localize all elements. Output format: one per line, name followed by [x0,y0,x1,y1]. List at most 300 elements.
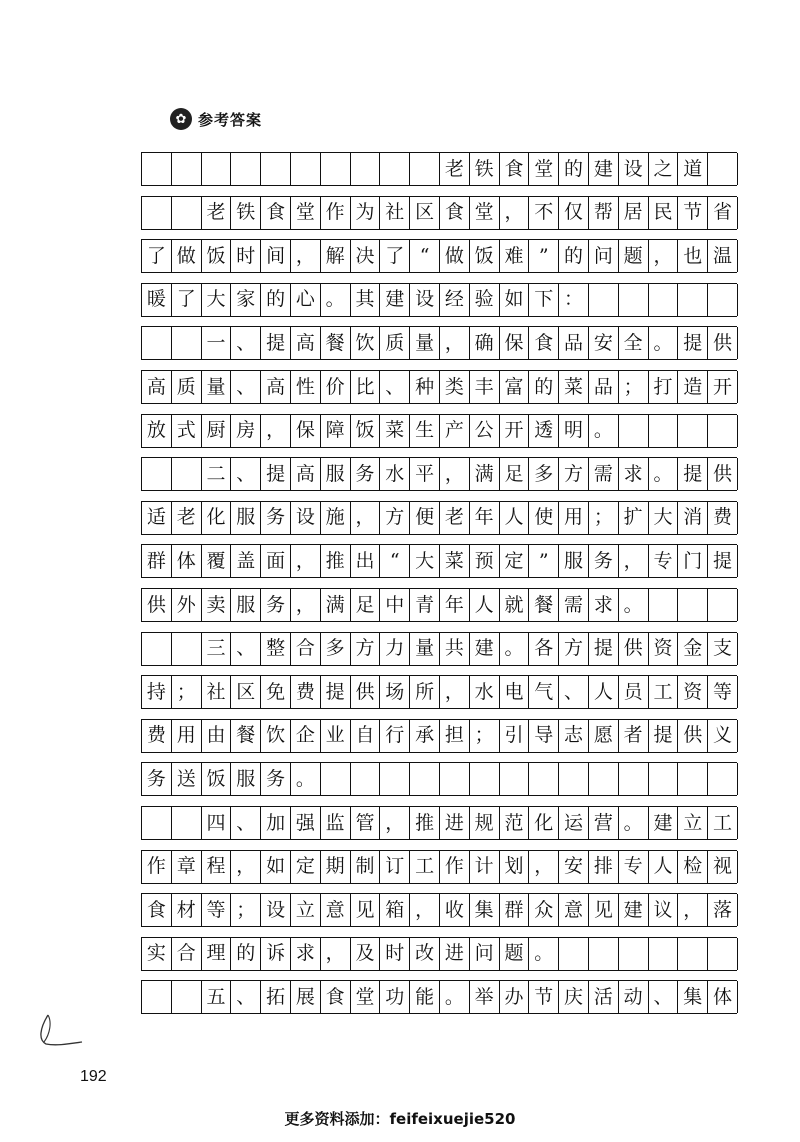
grid-cell: 等 [708,676,738,708]
grid-cell: 预 [470,545,500,577]
grid-cell: 动 [619,981,649,1013]
grid-cell: 卖 [202,589,232,621]
grid-cell: 用 [559,502,589,534]
grid-cell: 的 [261,284,291,316]
grid-cell: 供 [708,327,738,359]
grid-cell: 提 [678,327,708,359]
grid-cell: 大 [649,502,679,534]
grid-cell: 区 [231,676,261,708]
grid-cell: 愿 [589,720,619,752]
grid-cell: 支 [708,633,738,665]
grid-cell: “ [380,545,410,577]
grid-row [141,806,737,840]
grid-cell: 落 [708,894,738,926]
grid-cell: 心 [291,284,321,316]
grid-cell [231,153,261,185]
grid-cell [649,415,679,447]
grid-cell: 设 [291,502,321,534]
grid-cell: 活 [589,981,619,1013]
grid-cell: 老 [440,502,470,534]
grid-cell: 提 [649,720,679,752]
grid-cell: 需 [589,458,619,490]
grid-cell: 收 [440,894,470,926]
grid-cell [172,633,202,665]
grid-cell: 定 [500,545,530,577]
grid-cell: 障 [321,415,351,447]
grid-cell: 节 [529,981,559,1013]
grid-cell [649,938,679,970]
grid-cell: 志 [559,720,589,752]
grid-cell [678,589,708,621]
grid-cell: 如 [500,284,530,316]
grid-cell: 订 [380,851,410,883]
grid-cell: 种 [410,371,440,403]
grid-cell [202,153,232,185]
grid-cell [380,153,410,185]
grid-cell: 行 [380,720,410,752]
grid-cell: 道 [678,153,708,185]
grid-cell [321,153,351,185]
grid-cell: 用 [172,720,202,752]
grid-cell: 力 [380,633,410,665]
grid-cell: 电 [500,676,530,708]
grid-cell: 安 [589,327,619,359]
grid-cell: 众 [529,894,559,926]
grid-cell: 施 [321,502,351,534]
grid-cell: 门 [678,545,708,577]
grid-cell: 义 [708,720,738,752]
grid-cell [380,763,410,795]
header-title: 参考答案 [198,110,263,129]
grid-cell: 多 [321,633,351,665]
grid-cell: 决 [351,240,381,272]
grid-cell: 办 [500,981,530,1013]
grid-cell: 暖 [142,284,172,316]
grid-cell: 年 [470,502,500,534]
grid-cell: 做 [440,240,470,272]
grid-cell: 运 [559,807,589,839]
grid-cell: 集 [678,981,708,1013]
grid-cell: 帮 [589,197,619,229]
grid-cell: 餐 [529,589,559,621]
grid-cell: 、 [231,458,261,490]
grid-cell: 产 [440,415,470,447]
grid-cell [678,284,708,316]
grid-cell: 面 [261,545,291,577]
grid-cell: 服 [321,458,351,490]
grid-cell: 资 [649,633,679,665]
grid-cell: 服 [231,589,261,621]
grid-cell: 量 [410,327,440,359]
grid-cell: 人 [649,851,679,883]
grid-cell [589,284,619,316]
grid-cell: 平 [410,458,440,490]
grid-cell: 。 [649,458,679,490]
grid-cell: 食 [440,197,470,229]
grid-cell: 等 [202,894,232,926]
grid-cell: 四 [202,807,232,839]
grid-cell: 温 [708,240,738,272]
grid-cell: 外 [172,589,202,621]
grid-cell: 拓 [261,981,291,1013]
grid-cell: 。 [500,633,530,665]
grid-cell: 一 [202,327,232,359]
grid-cell: ， [291,545,321,577]
grid-cell: 群 [500,894,530,926]
grid-cell: 需 [559,589,589,621]
grid-cell: 多 [529,458,559,490]
grid-cell [172,807,202,839]
grid-cell: “ [410,240,440,272]
grid-cell: ； [470,720,500,752]
grid-cell [649,284,679,316]
grid-cell [142,327,172,359]
grid-cell: 、 [231,807,261,839]
grid-cell [649,589,679,621]
grid-cell: 高 [142,371,172,403]
grid-cell: ， [649,240,679,272]
grid-cell: 全 [619,327,649,359]
grid-cell [678,938,708,970]
grid-cell: 体 [708,981,738,1013]
grid-cell: 盖 [231,545,261,577]
grid-cell: 出 [351,545,381,577]
grid-cell: 服 [231,763,261,795]
grid-cell: 议 [649,894,679,926]
grid-cell [172,327,202,359]
grid-cell: 提 [678,458,708,490]
grid-cell: 改 [410,938,440,970]
grid-cell: 供 [678,720,708,752]
grid-cell: 立 [291,894,321,926]
grid-cell: 费 [708,502,738,534]
grid-cell: 五 [202,981,232,1013]
grid-cell: 务 [261,502,291,534]
grid-cell: 饭 [351,415,381,447]
grid-cell: ； [231,894,261,926]
grid-row [141,893,737,927]
grid-cell: 人 [500,502,530,534]
grid-cell: 持 [142,676,172,708]
grid-cell: 饮 [261,720,291,752]
grid-cell: 老 [440,153,470,185]
grid-cell: 覆 [202,545,232,577]
grid-cell: 足 [351,589,381,621]
grid-cell: 化 [202,502,232,534]
grid-cell: 扩 [619,502,649,534]
grid-cell: 透 [529,415,559,447]
grid-cell: 进 [440,938,470,970]
grid-cell: 菜 [440,545,470,577]
grid-cell [708,589,738,621]
grid-cell: 的 [559,153,589,185]
grid-cell: 了 [142,240,172,272]
grid-cell: 问 [589,240,619,272]
grid-cell: 设 [261,894,291,926]
grid-cell: 建 [380,284,410,316]
grid-cell: 作 [142,851,172,883]
grid-row [141,544,737,578]
grid-row [141,457,737,491]
grid-cell: 见 [589,894,619,926]
grid-cell [142,458,172,490]
grid-cell [172,197,202,229]
grid-cell: 期 [321,851,351,883]
grid-cell: 方 [559,633,589,665]
grid-cell: 堂 [470,197,500,229]
grid-cell: 下 [529,284,559,316]
grid-cell: 的 [559,240,589,272]
grid-cell: 的 [529,371,559,403]
grid-cell: 及 [351,938,381,970]
grid-cell: ， [410,894,440,926]
grid-cell: 开 [708,371,738,403]
grid-cell: 。 [619,589,649,621]
grid-cell: 堂 [291,197,321,229]
grid-cell [619,415,649,447]
grid-cell: 二 [202,458,232,490]
grid-cell: 为 [351,197,381,229]
grid-cell: 功 [380,981,410,1013]
grid-cell: 工 [410,851,440,883]
grid-cell: ， [678,894,708,926]
grid-cell: 立 [678,807,708,839]
grid-cell [708,763,738,795]
grid-row [141,980,737,1014]
grid-cell [261,153,291,185]
grid-cell: 适 [142,502,172,534]
grid-cell: 菜 [380,415,410,447]
grid-cell: 供 [619,633,649,665]
grid-cell: 安 [559,851,589,883]
grid-cell: 年 [440,589,470,621]
grid-cell: 服 [559,545,589,577]
grid-cell: 饭 [202,240,232,272]
grid-cell: 如 [261,851,291,883]
grid-cell: 作 [321,197,351,229]
grid-cell: 导 [529,720,559,752]
grid-row [141,632,737,666]
grid-cell: 食 [529,327,559,359]
grid-cell: 区 [410,197,440,229]
footer-note: 更多资料添加：feifeixuejie520 [284,1110,516,1128]
grid-cell: 题 [500,938,530,970]
grid-cell: 量 [410,633,440,665]
grid-cell [410,153,440,185]
grid-row [141,937,737,971]
grid-cell: 价 [321,371,351,403]
grid-cell: 方 [380,502,410,534]
grid-cell: 供 [708,458,738,490]
grid-cell: 其 [351,284,381,316]
grid-cell [708,153,738,185]
grid-cell: 场 [380,676,410,708]
grid-cell: 饮 [351,327,381,359]
grid-cell: 足 [500,458,530,490]
grid-cell: 堂 [529,153,559,185]
grid-cell: 求 [619,458,649,490]
grid-cell [619,284,649,316]
grid-cell: 也 [678,240,708,272]
grid-cell: 民 [649,197,679,229]
grid-cell: 排 [589,851,619,883]
grid-cell: 见 [351,894,381,926]
grid-cell: 造 [678,371,708,403]
grid-cell [619,938,649,970]
grid-cell [678,415,708,447]
pen-scribble-icon [36,1010,86,1050]
grid-cell: 。 [529,938,559,970]
grid-cell: 由 [202,720,232,752]
grid-cell: 方 [559,458,589,490]
grid-cell: ， [351,502,381,534]
grid-cell: 者 [619,720,649,752]
grid-cell [619,763,649,795]
grid-cell: 检 [678,851,708,883]
grid-cell: 质 [172,371,202,403]
grid-cell: 量 [202,371,232,403]
grid-cell: 设 [410,284,440,316]
grid-cell: 、 [649,981,679,1013]
grid-cell [291,153,321,185]
grid-cell: 范 [500,807,530,839]
grid-cell: 供 [142,589,172,621]
grid-cell: 体 [172,545,202,577]
grid-cell: 题 [619,240,649,272]
grid-cell [142,197,172,229]
grid-cell: 。 [649,327,679,359]
grid-cell: 质 [380,327,410,359]
grid-cell: 费 [142,720,172,752]
grid-cell: 免 [261,676,291,708]
grid-cell: 建 [589,153,619,185]
grid-cell: 整 [261,633,291,665]
grid-cell: 大 [202,284,232,316]
grid-cell [589,938,619,970]
grid-cell: 、 [231,327,261,359]
grid-cell [500,763,530,795]
grid-cell: 提 [321,676,351,708]
grid-cell: 专 [649,545,679,577]
grid-cell: 使 [529,502,559,534]
grid-cell: 式 [172,415,202,447]
grid-cell: ， [291,240,321,272]
grid-cell [351,763,381,795]
grid-cell: 老 [202,197,232,229]
grid-cell: 自 [351,720,381,752]
grid-cell: 大 [410,545,440,577]
grid-cell: 庆 [559,981,589,1013]
grid-cell: ； [589,502,619,534]
grid-cell: 比 [351,371,381,403]
grid-row [141,675,737,709]
grid-row [141,239,737,273]
grid-cell: 食 [142,894,172,926]
grid-cell: 。 [440,981,470,1013]
grid-cell [172,981,202,1013]
grid-cell: ” [529,545,559,577]
grid-cell: ， [440,327,470,359]
grid-cell: 间 [261,240,291,272]
grid-cell: 食 [500,153,530,185]
grid-cell: ： [559,284,589,316]
grid-cell: 提 [708,545,738,577]
grid-cell: 建 [619,894,649,926]
grid-cell: 群 [142,545,172,577]
grid-cell: 生 [410,415,440,447]
grid-cell: 建 [649,807,679,839]
grid-cell: 集 [470,894,500,926]
grid-cell: 便 [410,502,440,534]
grid-cell: 高 [291,458,321,490]
grid-cell: 专 [619,851,649,883]
grid-cell: 时 [231,240,261,272]
grid-cell: 实 [142,938,172,970]
grid-cell [142,807,172,839]
grid-cell: 、 [231,371,261,403]
grid-cell: 务 [261,763,291,795]
grid-cell: 食 [321,981,351,1013]
grid-cell: 品 [589,371,619,403]
grid-cell: 不 [529,197,559,229]
grid-cell: 之 [649,153,679,185]
grid-cell: ； [172,676,202,708]
grid-cell: 社 [380,197,410,229]
grid-row [141,196,737,230]
grid-cell: 人 [470,589,500,621]
grid-cell: 提 [261,458,291,490]
answer-header [170,104,262,134]
grid-cell [142,633,172,665]
grid-cell: 引 [500,720,530,752]
grid-cell: 所 [410,676,440,708]
grid-cell [351,153,381,185]
grid-cell: 解 [321,240,351,272]
grid-cell: 省 [708,197,738,229]
grid-cell: 化 [529,807,559,839]
grid-cell: 难 [500,240,530,272]
grid-cell: 。 [321,284,351,316]
grid-cell: ； [619,371,649,403]
grid-cell: 食 [261,197,291,229]
grid-cell: 合 [291,633,321,665]
grid-cell: 作 [440,851,470,883]
grid-cell: 定 [291,851,321,883]
grid-cell: 富 [500,371,530,403]
grid-cell: 箱 [380,894,410,926]
grid-cell [142,981,172,1013]
grid-cell: 企 [291,720,321,752]
grid-cell: 求 [291,938,321,970]
grid-cell: 工 [649,676,679,708]
grid-cell: 共 [440,633,470,665]
grid-cell: 意 [559,894,589,926]
grid-cell: 品 [559,327,589,359]
grid-cell: 就 [500,589,530,621]
grid-cell: ， [440,676,470,708]
grid-row [141,850,737,884]
grid-cell: 仅 [559,197,589,229]
grid-cell [708,938,738,970]
grid-cell: 时 [380,938,410,970]
grid-cell: 气 [529,676,559,708]
grid-row [141,326,737,360]
grid-cell: 。 [291,763,321,795]
grid-cell: 承 [410,720,440,752]
grid-cell [678,763,708,795]
grid-cell: ， [321,938,351,970]
grid-cell: 求 [589,589,619,621]
